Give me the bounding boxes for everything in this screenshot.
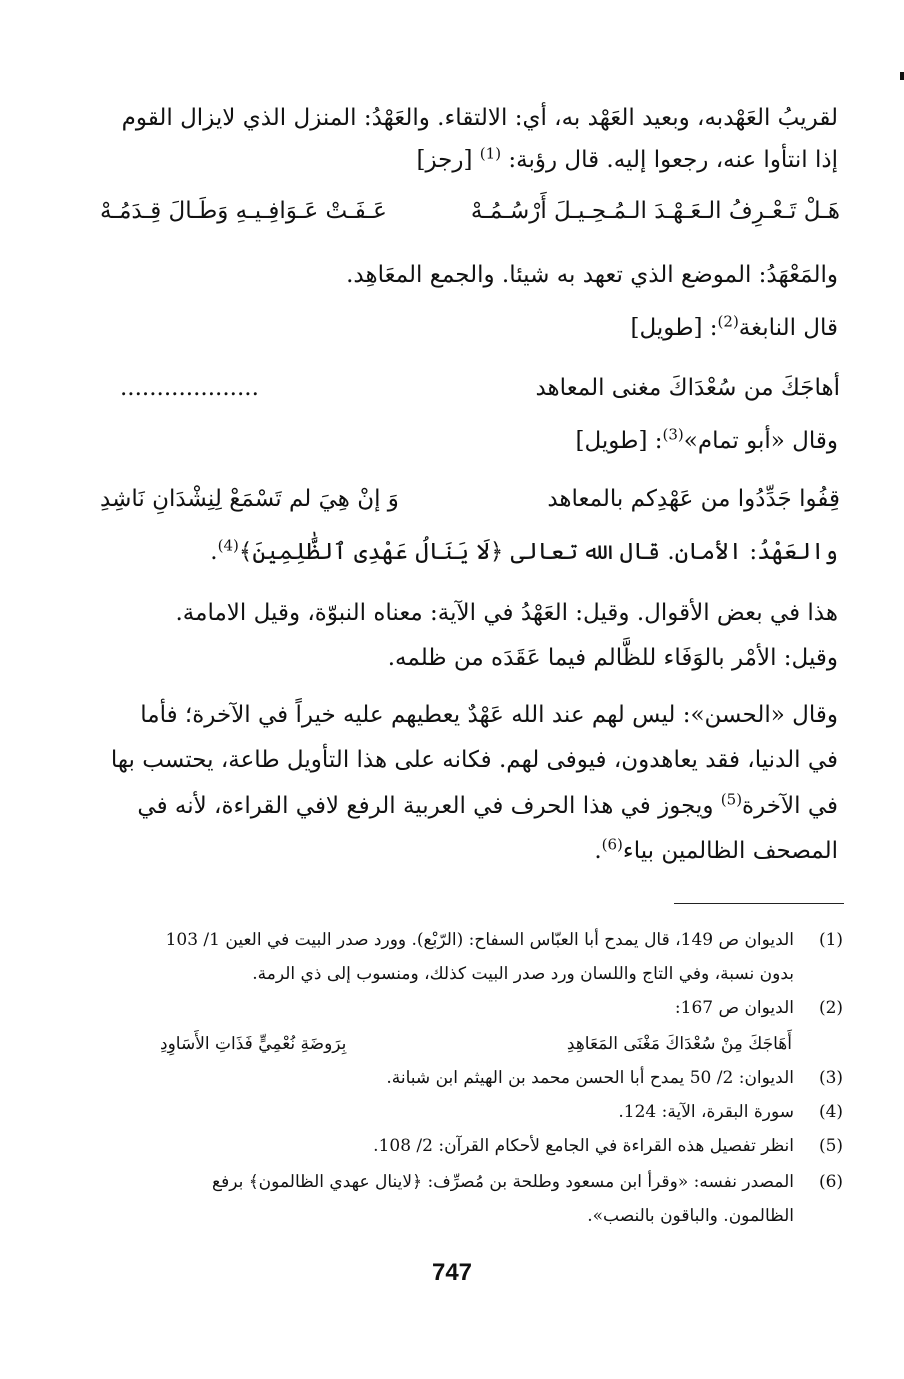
footnote-number: (5) [818,1136,844,1156]
body-line-12: المصحف الظالمين بياء$^{(6)}$. [594,835,838,864]
footnote-ref-6[interactable]: (6) [601,835,623,854]
body-line-5: وقال «أبو تمام»$^{(3)}$: [طويل] [575,425,838,454]
body-line-11: في الآخرة$^{(5)}$ ويجوز في هذا الحرف في العربية الرفع لافي القراءة، لأنه في [137,790,838,819]
footnote-2-verse [160,1030,792,1058]
verse-ellipsis: ................... [120,375,259,401]
body-line-3: والمَعْهَدُ: الموضع الذي تعهد به شيئا. والجمع المعَاهِد. [346,262,838,288]
verse-ruba [100,193,840,229]
verse-first-hemistich: أَهَاجَكَ مِنْ سُعْدَاكَ مَغْنَى المَعَاهِدِ [566,1034,792,1054]
footnote-text: الديوان ص 167: [674,998,794,1018]
verse-second-hemistich: عَـفَـتْ عَـوَافِـيـهِ وَطَـالَ قِـدَمُـهْ [100,198,387,224]
verse-first-hemistich: هَـلْ تَـعْـرِفُ الـعَـهْـدَ الـمُـحِـيـلَ أَرْسُـمُـهْ [470,198,840,224]
body-line-9: وقال «الحسن»: ليس لهم عند الله عَهْدٌ يعطيهم عليه خيراً في الآخرة؛ فأما [140,702,838,728]
footnote-ref-3[interactable]: (3) [662,425,684,444]
footnote-ref-5[interactable]: (5) [720,790,743,809]
footnote-text: انظر تفصيل هذه القراءة في الجامع لأحكام القرآن: 2/ 108. [373,1136,794,1156]
body-line-4: قال النابغة$^{(2)}$: [طويل] [630,312,838,341]
page-number: 747 [431,1259,473,1286]
verse-first-hemistich: قِفُوا جَدِّدُوا من عَهْدِكم بالمعاهد [547,486,840,512]
footnote-text: الديوان ص 149، قال يمدح أبا العبّاس السفاح: (الرّبْع). وورد صدر البيت في العين 1/ 103 [165,930,794,950]
footnote-number: (1) [818,930,844,950]
footnote-ref-4[interactable]: (4) [217,536,239,555]
verse-nabigha [120,370,840,406]
footnote-separator [674,903,844,904]
footnote-ref-2[interactable]: (2) [717,312,739,331]
footnote-number: (4) [818,1102,844,1122]
body-line-8: وقيل: الأمْر بالوَفَاء للظَّالم فيما عَقَدَه من ظلمه. [387,645,838,671]
margin-mark [900,72,904,80]
footnote-text: بدون نسبة، وفي التاج واللسان ورد صدر البيت كذلك، ومنسوب إلى ذي الرمة. [252,964,794,984]
footnote-number: (3) [818,1068,844,1088]
body-line-7: هذا في بعض الأقوال. وقيل: العَهْدُ في الآية: معناه النبوّة، وقيل الامامة. [175,600,838,626]
verse-abu-tammam [100,481,840,517]
body-line-10: في الدنيا، فقد يعاهدون، فيوفى لهم. فكانه على هذا التأويل طاعة، يحتسب بها [110,747,838,773]
body-line-2: إذا انتأوا عنه، رجعوا إليه. قال رؤبة: $^{(1)}$ [رجز] [416,144,838,173]
footnote-number: (6) [818,1172,844,1192]
footnote-ref-1[interactable]: (1) [479,144,502,163]
footnote-text: الديوان: 2/ 50 يمدح أبا الحسن محمد بن الهيثم ابن شبانة. [386,1068,794,1088]
verse-second-hemistich: بِرَوضَةِ نُعْمِيٍّ فَذَاتِ الأَسَاوِدِ [160,1034,347,1054]
body-line-6: والعَهْدُ: الأمان. قال الله تعالى ﴿لَا يَنَالُ عَهْدِى ٱلظَّٰلِمِينَ﴾$^{(4)}$. [210,536,838,565]
verse-first-hemistich: أهاجَكَ من سُعْدَاكَ مغنى المعاهد [535,375,840,401]
footnote-text: الظالمون. والباقون بالنصب». [587,1206,794,1226]
footnote-number: (2) [818,998,844,1018]
footnote-text: المصدر نفسه: «وقرأ ابن مسعود وطلحة بن مُصرِّف: ﴿لاينال عهدي الظالمون﴾ برفع [212,1172,794,1192]
body-line-1: لقريبُ العَهْدبه، وبعيد العَهْد به، أي: الالتقاء. والعَهْدُ: المنزل الذي لايزال القوم [121,105,838,131]
verse-second-hemistich: وَ إنْ هِيَ لم تَسْمَعْ لِنِشْدَانِ نَاشِدِ [100,486,399,512]
footnote-text: سورة البقرة، الآية: 124. [618,1102,794,1122]
